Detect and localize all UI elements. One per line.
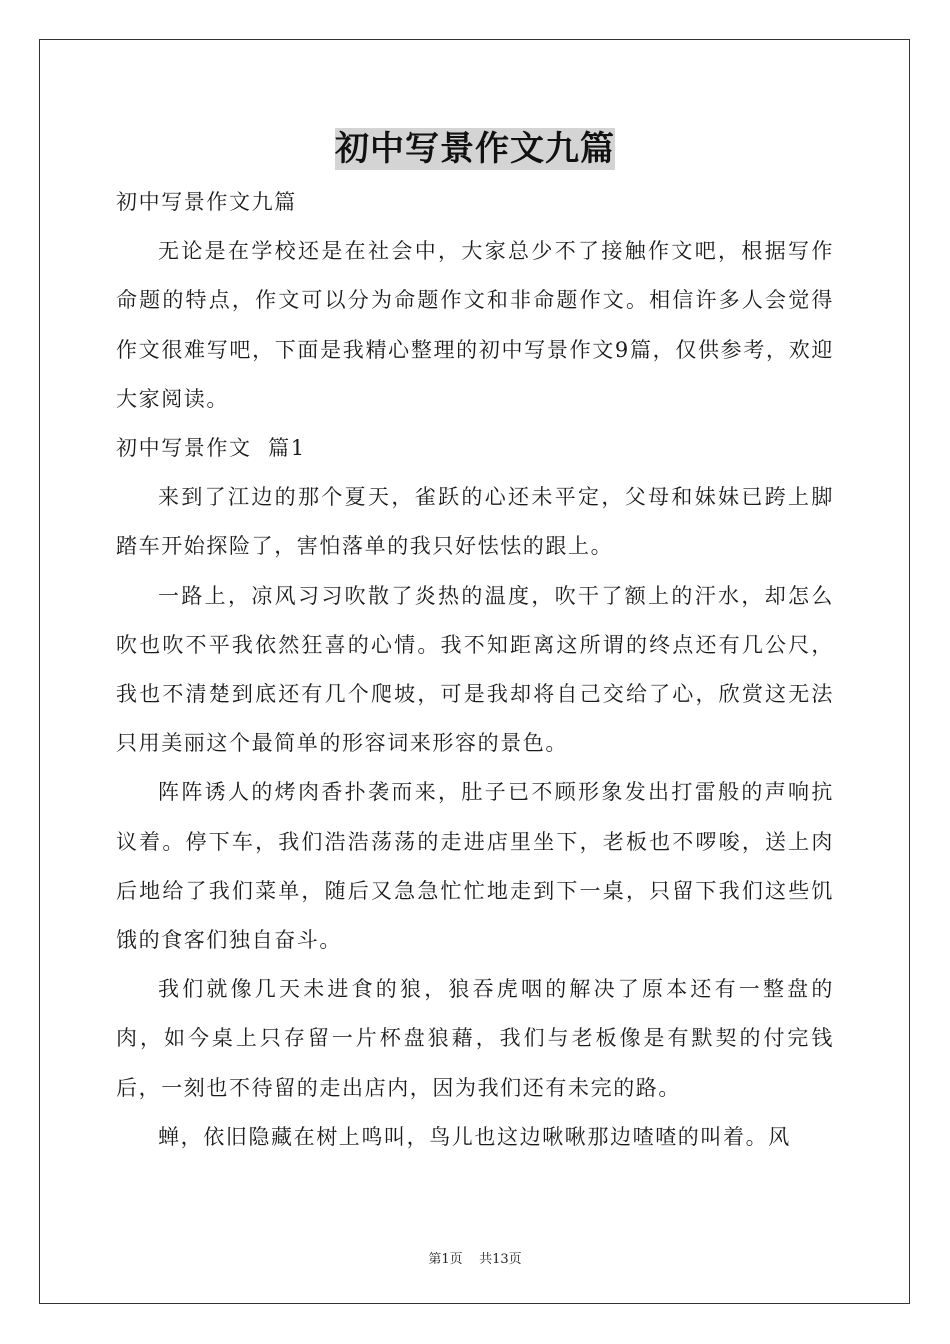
body-paragraph: 一路上，凉风习习吹散了炎热的温度，吹干了额上的汗水，却怎么吹也吹不平我依然狂喜的心情。我不知距离这所谓的终点还有几公尺，我也不清楚到底还有几个爬坡，可是我却将自己交给了心，欣赏这无法只用美丽这个最简单的形容词来形容的景色。 bbox=[116, 583, 834, 756]
page-footer: 第1页 共13页 bbox=[428, 1252, 522, 1267]
section-heading: 初中写景作文 篇1 bbox=[116, 436, 306, 461]
body-paragraph: 阵阵诱人的烤肉香扑袭而来，肚子已不顾形象发出打雷般的声响抗议着。停下车，我们浩浩荡荡的走进店里坐下，老板也不啰唆，送上肉后地给了我们菜单，随后又急急忙忙地走到下一桌，只留下我们这些饥饿的食客们独自奋斗。 bbox=[116, 780, 834, 953]
body-paragraph: 来到了江边的那个夏天，雀跃的心还未平定，父母和妹妹已跨上脚踏车开始探险了，害怕落单的我只好怯怯的跟上。 bbox=[116, 485, 834, 559]
title-container bbox=[0, 128, 950, 170]
document-subtitle: 初中写景作文九篇 bbox=[116, 190, 297, 214]
document-title: 初中写景作文九篇 bbox=[335, 129, 615, 169]
body-paragraph: 我们就像几天未进食的狼，狼吞虎咽的解决了原本还有一整盘的肉，如今桌上只存留一片杯盘狼藉，我们与老板像是有默契的付完钱后，一刻也不待留的走出店内，因为我们还有未完的路。 bbox=[116, 977, 834, 1100]
document-body bbox=[116, 178, 834, 1162]
body-paragraph: 蝉，依旧隐藏在树上鸣叫，鸟儿也这边啾啾那边喳喳的叫着。风 bbox=[158, 1124, 791, 1149]
intro-paragraph: 无论是在学校还是在社会中，大家总少不了接触作文吧，根据写作命题的特点，作文可以分为命题作文和非命题作文。相信许多人会觉得作文很难写吧，下面是我精心整理的初中写景作文9篇，仅供参考，欢迎大家阅读。 bbox=[116, 239, 834, 411]
